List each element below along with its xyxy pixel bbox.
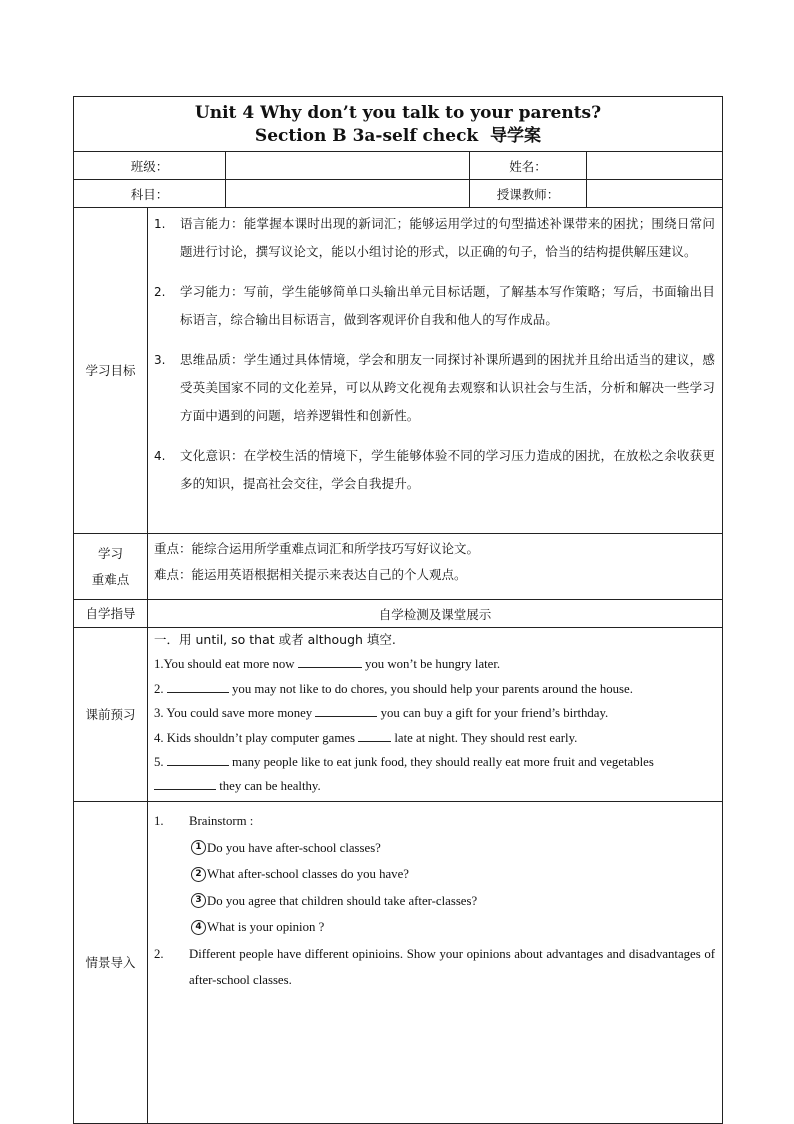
- title-line-2: [74, 125, 722, 148]
- intro-item-text: Brainstorm :: [189, 814, 254, 828]
- intro-item: [154, 941, 715, 994]
- name-label: 姓名：: [470, 152, 587, 180]
- teacher-field[interactable]: [587, 180, 723, 208]
- key-points-label: [74, 534, 148, 600]
- key-points-content: [148, 534, 723, 600]
- preview-label: 课前预习: [74, 628, 148, 802]
- intro-item-number: 2.: [154, 946, 164, 961]
- exercise-sentence: [154, 750, 716, 774]
- title-section: Section B 3a-self check: [254, 126, 479, 146]
- question-text: What after-school classes do you have?: [207, 867, 409, 881]
- goal-number: 1.: [154, 217, 166, 231]
- sentence-text: you may not like to do chores, you should help your parents around the house.: [232, 681, 633, 696]
- intro-item: [154, 808, 715, 835]
- title-guide: 导学案: [490, 126, 542, 146]
- goal-text: 学习能力：写前，学生能够简单口头输出单元目标话题，了解基本写作策略；写后，书面输出目标语言，综合输出目标语言，做到客观评价自我和他人的写作成品。: [180, 284, 715, 327]
- sentence-text: 5.: [154, 755, 164, 770]
- answer-blank[interactable]: [315, 704, 377, 717]
- goal-item: [154, 346, 715, 430]
- intro-label: 情景导入: [74, 802, 148, 1124]
- question-text: What is your opinion ?: [207, 920, 325, 934]
- goal-number: 2.: [154, 285, 166, 299]
- circled-number-icon: 1: [191, 840, 206, 855]
- guide-header: 自学检测及课堂展示: [148, 600, 723, 628]
- preview-exercise: [148, 628, 723, 802]
- intro-content: [148, 802, 723, 1124]
- sentence-text: 4. Kids shouldn’t play computer games: [154, 730, 355, 745]
- sentence-text: 3. You could save more money: [154, 706, 313, 721]
- goal-item: [154, 442, 715, 498]
- brainstorm-question: [154, 835, 715, 862]
- question-text: Do you have after-school classes?: [207, 840, 381, 855]
- circled-number-icon: 3: [191, 893, 206, 908]
- teacher-label: 授课教师：: [470, 180, 587, 208]
- worksheet-title: [74, 97, 723, 152]
- goal-text: 语言能力：能掌握本课时出现的新词汇；能够运用学过的句型描述补课带来的困扰；围绕日常问题进行讨论，撰写议论文，能以小组讨论的形式，以正确的句子，恰当的结构提供解压建议。: [180, 216, 715, 259]
- title-line-1: Unit 4 Why don’t you talk to your parents?: [194, 103, 602, 123]
- exercise-sentence: [154, 701, 716, 725]
- exercise-sentence-cont: [154, 774, 716, 798]
- sentence-text: they can be healthy.: [219, 779, 321, 794]
- sentence-text: you can buy a gift for your friend’s birthday.: [380, 706, 609, 721]
- sentence-text: late at night. They should rest early.: [394, 730, 578, 745]
- goal-item: [154, 210, 715, 266]
- sentence-text: many people like to eat junk food, they should really eat more fruit and vegetables: [232, 755, 654, 770]
- answer-blank[interactable]: [358, 729, 391, 742]
- preview-instruction: 一．用 until, so that 或者 although 填空.: [154, 632, 396, 647]
- goal-text: 思维品质：学生通过具体情境，学会和朋友一同探讨补课所遇到的困扰并且给出适当的建议，感受英美国家不同的文化差异，可以从跨文化视角去观察和认识社会与生活，分析和解决一些学习方面中遇到的问题，培养逻辑性和创新性。: [180, 352, 715, 423]
- answer-blank[interactable]: [298, 655, 362, 668]
- guide-label: 自学指导: [74, 600, 148, 628]
- sentence-text: 2.: [154, 681, 164, 696]
- answer-blank[interactable]: [167, 680, 229, 693]
- name-field[interactable]: [587, 152, 723, 180]
- answer-blank[interactable]: [154, 777, 216, 790]
- circled-number-icon: 2: [191, 867, 206, 882]
- goal-item: [154, 278, 715, 334]
- brainstorm-question: [154, 888, 715, 915]
- exercise-sentence: [154, 726, 716, 750]
- intro-item-text: Different people have different opinioins. Show your opinions about advantages and disadvantages of after-school classes.: [189, 946, 715, 987]
- subject-field[interactable]: [226, 180, 470, 208]
- key-points-label-line2: 重难点: [91, 571, 130, 587]
- difficulty-text: 难点：能运用英语根据相关提示来表达自己的个人观点。: [154, 567, 467, 582]
- goal-number: 3.: [154, 353, 166, 367]
- class-label: 班级：: [74, 152, 226, 180]
- goal-number: 4.: [154, 449, 166, 463]
- class-field[interactable]: [226, 152, 470, 180]
- sentence-text: you won’t be hungry later.: [364, 657, 501, 672]
- focus-text: 重点：能综合运用所学重难点词汇和所学技巧写好议论文。: [154, 541, 480, 556]
- subject-label: 科目：: [74, 180, 226, 208]
- intro-item-number: 1.: [154, 814, 164, 828]
- goals-list: [148, 208, 723, 534]
- answer-blank[interactable]: [167, 753, 229, 766]
- worksheet-table: [73, 96, 723, 1124]
- question-text: Do you agree that children should take after-classes?: [207, 893, 478, 908]
- goals-label: 学习目标: [74, 208, 148, 534]
- key-points-label-line1: 学习: [97, 545, 123, 561]
- brainstorm-question: [154, 914, 715, 941]
- brainstorm-question: [154, 861, 715, 888]
- sentence-text: 1.You should eat more now: [154, 657, 295, 672]
- exercise-sentence: [154, 652, 716, 676]
- circled-number-icon: 4: [191, 920, 206, 935]
- goal-text: 文化意识：在学校生活的情境下，学生能够体验不同的学习压力造成的困扰，在放松之余收获更多的知识，提高社会交往，学会自我提升。: [180, 448, 715, 491]
- exercise-sentence: [154, 677, 716, 701]
